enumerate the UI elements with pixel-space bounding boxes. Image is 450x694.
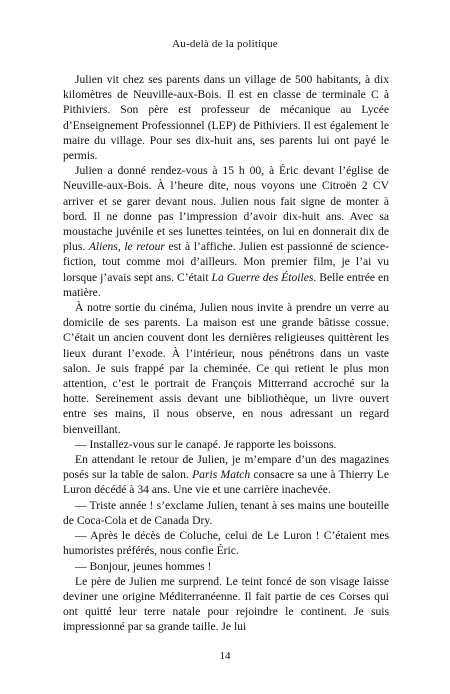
paragraph-text: Le père de Julien me surprend. Le teint foncé de son visage laisse deviner une origine Méditerranéenne. Il fait partie de ces Corses qui ont quitté leur terre natale pour rejoindre le continent. Je suis impressionné par sa grande taille. Je lui — [63, 574, 389, 634]
dialogue-line — [63, 498, 389, 528]
paragraph — [63, 574, 389, 635]
running-head: Au-delà de la politique — [172, 38, 278, 50]
dialogue-line — [63, 559, 389, 574]
paragraph-text: Julien vit chez ses parents dans un village de 500 habitants, à dix kilomètres de Neuville-aux-Bois. Il est en classe de terminale C à Pithiviers. Son père est professeur de mécanique au Lycée d’Enseignement Professionnel (LEP) de Pithiviers. Il est également le maire du village. Pour ses dix-huit ans, ses parents lui ont payé le permis. — [63, 73, 389, 163]
film-title: Aliens, le retour — [88, 240, 165, 254]
paragraph-text: — Installez-vous sur le canapé. Je rapporte les boissons. — [75, 437, 337, 451]
body-text — [63, 72, 389, 635]
magazine-title: Paris Match — [192, 468, 251, 482]
paragraph-text: — Bonjour, jeunes hommes ! — [75, 559, 212, 573]
dialogue-line — [63, 437, 389, 452]
paragraph-text: est à l’affiche. Julien est passionné de science-fiction, tout comme moi d’ailleurs. Mon premier film, je l’ai vu lorsque j’avais sept ans. C’était — [63, 240, 389, 284]
paragraph-text: À notre sortie du cinéma, Julien nous invite à prendre un verre au domicile de ses parents. La maison est une grande bâtisse cossue. C’était un ancien couvent dont les dernières religieuses quittèrent les lieux durant l’exode. À l’intérieur, nous pénétrons dans un vaste salon. Je suis frappé par la cheminée. Ce qui retient le plus mon attention, c’est le portrait de François Mitterrand accroché sur la hotte. Sereinement assis devant une bibliothèque, un livre ouvert entre ses mains, il nous observe, en nous adressant un regard bienveillant. — [63, 301, 389, 436]
page-number: 14 — [219, 650, 231, 662]
paragraph — [63, 72, 389, 163]
paragraph-text: En attendant le retour de Julien, je m’empare d’un des magazines posés sur la table de salon. — [63, 453, 389, 482]
dialogue-line — [63, 528, 389, 558]
film-title: La Guerre des Étoiles — [211, 270, 314, 284]
paragraph-text: — Après le décès de Coluche, celui de Le Luron ! C’étaient mes humoristes préférés, nous confie Éric. — [63, 529, 389, 558]
paragraph-text: — Triste année ! s’exclame Julien, tenant à ses mains une bouteille de Coca-Cola et de Canada Dry. — [63, 498, 389, 527]
paragraph-text: consacre sa une à Thierry Le Luron décédé à 34 ans. Une vie et une carrière inachevée. — [63, 468, 389, 497]
paragraph-text: . Belle entrée en matière. — [63, 270, 389, 299]
paragraph — [63, 452, 389, 498]
paragraph-text: Julien a donné rendez-vous à 15 h 00, à Éric devant l’église de Neuville-aux-Bois. À l’heure dite, nous voyons une Citroën 2 CV arriver et se garer devant nous. Julien nous fait signe de monter à bord. Il ne donne pas l’impression d’avoir dix-huit ans. Avec sa moustache juvénile et ses lunettes teintées, on lui en donnerait dix de plus. — [63, 164, 389, 254]
paragraph — [63, 300, 389, 437]
paragraph — [63, 163, 389, 300]
